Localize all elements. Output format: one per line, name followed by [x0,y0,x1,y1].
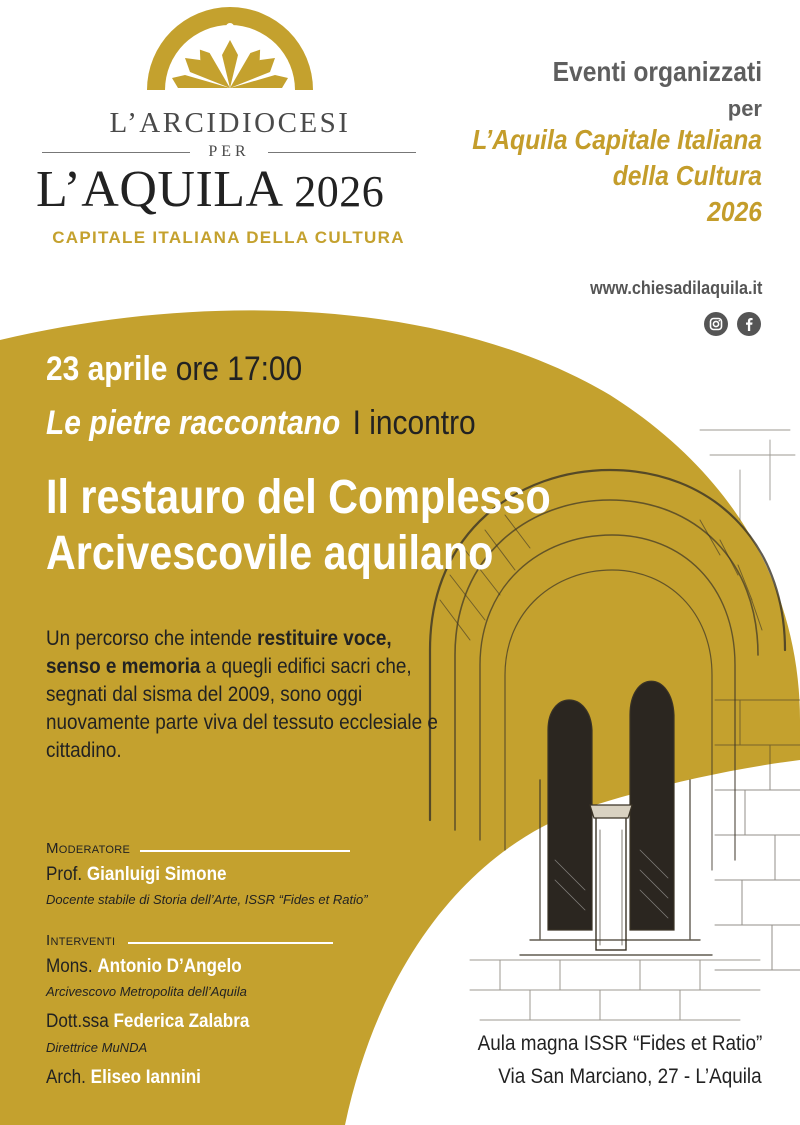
capitale-italiana-heading [445,122,762,230]
event-date: 23 aprile [46,350,168,388]
moderatore-heading: Moderatore [46,840,131,857]
facebook-icon[interactable] [737,312,761,336]
event-title-line-2: Arcivescovile aquilano [46,527,494,580]
per-label: per [727,96,762,121]
logo-rule-right [268,152,416,153]
speaker-3 [46,1067,201,1089]
series-name: Le pietre raccontano [46,404,341,442]
website-link[interactable]: www.chiesadilaquila.it [589,278,762,298]
capitale-line-1: L’Aquila Capitale Italiana [472,124,762,155]
rose-window-logo [147,7,313,92]
instagram-icon[interactable] [704,312,728,336]
event-date-time [46,350,302,389]
logo-year: 2026 [294,167,385,216]
eventi-organizzati: Eventi organizzati [552,56,762,87]
speaker-2 [46,1011,249,1033]
capitale-line-3: 2026 [707,196,762,227]
speaker-2-role: Direttrice MuNDA [46,1040,148,1055]
moderatore-person [46,864,227,886]
desc-part-2: a quegli edifici sacri che, segnati dal sisma del 2009, sono oggi nuovamente parte viva del tessuto ecclesiale e cittadino. [46,655,438,762]
logo-per: PER [208,143,250,160]
event-title [46,470,631,582]
speaker-1-title: Mons. [46,956,93,977]
logo-laquila: L’AQUILA [36,161,281,218]
interventi-rule [128,942,333,944]
meeting-number: I incontro [352,404,476,442]
logo-arcidiocesi: L’ARCIDIOCESI [109,107,351,139]
moderatore-role: Docente stabile di Storia dell’Arte, ISSR “Fides et Ratio” [46,892,368,907]
desc-part-1: Un percorso che intende [46,627,258,650]
desc-bold: restituire voce, senso e memoria [46,627,392,678]
event-description [46,625,442,765]
speaker-1-role: Arcivescovo Metropolita dell’Aquila [46,984,247,999]
logo-capitale-subtitle: CAPITALE ITALIANA DELLA CULTURA [52,228,405,247]
moderatore-title: Prof. [46,864,83,885]
interventi-heading: Interventi [46,932,116,949]
venue-line-2: Via San Marciano, 27 - L’Aquila [498,1065,762,1088]
venue-line-1: Aula magna ISSR “Fides et Ratio” [477,1032,762,1055]
speaker-1-name: Antonio D’Angelo [97,956,242,977]
speaker-1 [46,956,242,978]
speaker-2-name: Federica Zalabra [113,1011,250,1032]
event-series [46,404,476,443]
event-time: ore 17:00 [175,350,303,388]
logo-laquila-2026 [36,160,426,219]
speaker-3-name: Eliseo Iannini [90,1067,201,1088]
event-title-line-1: Il restauro del Complesso [46,471,551,524]
logo-rule-left [42,152,190,153]
speaker-2-title: Dott.ssa [46,1011,109,1032]
moderatore-name: Gianluigi Simone [86,864,227,885]
capitale-line-2: della Cultura [612,160,762,191]
moderatore-rule [140,850,350,852]
speaker-3-title: Arch. [46,1067,86,1088]
